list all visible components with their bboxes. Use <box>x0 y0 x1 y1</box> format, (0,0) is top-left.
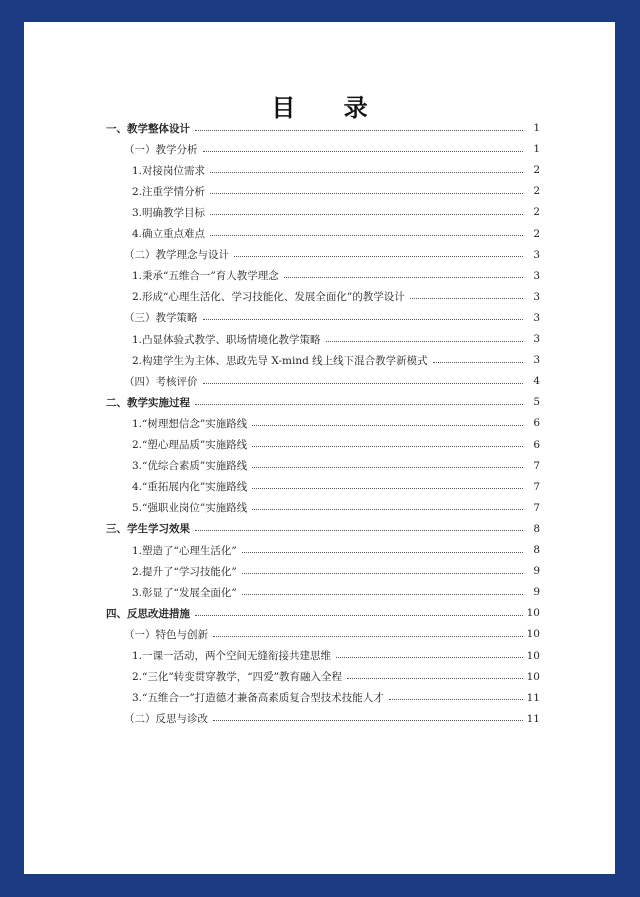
toc-entry-label: 4.确立重点难点 <box>132 228 206 240</box>
toc-page-number: 9 <box>533 565 540 578</box>
toc-entry[interactable] <box>106 519 540 539</box>
document-page <box>24 22 615 874</box>
toc-leader-dots <box>347 678 523 679</box>
toc-leader-dots <box>252 446 523 447</box>
toc-entry[interactable] <box>124 709 540 729</box>
toc-entry[interactable] <box>124 624 540 644</box>
toc-leader-dots <box>210 172 523 173</box>
toc-leader-dots <box>195 615 523 616</box>
toc-page-number: 6 <box>533 417 540 430</box>
toc-page-number: 3 <box>533 290 540 303</box>
toc-page-number: 10 <box>526 628 540 641</box>
toc-entry[interactable] <box>106 118 540 138</box>
toc-entry-label: 2.形成“心理生活化、学习技能化、发展全面化”的教学设计 <box>132 291 405 304</box>
toc-leader-dots <box>195 404 523 405</box>
toc-entry-label: 3.“优综合素质”实施路线 <box>132 460 248 473</box>
toc-leader-dots <box>195 530 523 531</box>
toc-leader-dots <box>210 235 523 236</box>
toc-entry[interactable] <box>132 582 540 602</box>
toc-entry-label: 2.提升了“学习技能化” <box>132 565 237 578</box>
toc-leader-dots <box>252 509 523 510</box>
toc-leader-dots <box>433 362 523 363</box>
toc-entry[interactable] <box>132 477 540 497</box>
toc-entry-label: 1.塑造了“心理生活化” <box>132 544 237 557</box>
toc-entry-label: （三）教学策略 <box>124 312 198 325</box>
toc-entry[interactable] <box>132 266 540 286</box>
toc-entry-label: 1.对接岗位需求 <box>132 164 206 177</box>
toc-leader-dots <box>234 256 523 257</box>
toc-entry[interactable] <box>132 202 540 222</box>
toc-page-number: 8 <box>533 544 540 556</box>
toc-leader-dots <box>210 193 523 194</box>
toc-page-number: 2 <box>533 164 540 177</box>
toc-entry[interactable] <box>132 435 540 455</box>
toc-entry[interactable] <box>106 392 540 412</box>
toc-entry-label: 1.一课一活动，两个空间无缝衔接共建思维 <box>132 650 332 662</box>
toc-entry-label: 2.“三化”转变贯穿教学，“四爱”教育融入全程 <box>132 671 342 684</box>
toc-entry-label: （二）教学理念与设计 <box>124 249 229 262</box>
toc-page-number: 7 <box>533 480 540 493</box>
toc-entry-label: 1.“树理想信念”实施路线 <box>132 417 248 430</box>
toc-page-number: 2 <box>533 185 540 198</box>
toc-page-number: 9 <box>533 586 540 599</box>
toc-entry-label: （二）反思与诊改 <box>124 713 208 726</box>
toc-page-number: 11 <box>526 712 540 725</box>
toc-page-number: 3 <box>533 311 540 324</box>
toc-leader-dots <box>203 151 524 152</box>
toc-leader-dots <box>284 277 523 278</box>
toc-leader-dots <box>336 657 523 658</box>
toc-page-number: 2 <box>533 227 540 240</box>
toc-page-number: 5 <box>533 396 540 409</box>
toc-leader-dots <box>242 552 523 553</box>
toc-page-number: 10 <box>526 649 540 662</box>
toc-entry-label: 2.“塑心理品质”实施路线 <box>132 439 248 451</box>
toc-page-number: 7 <box>533 501 540 514</box>
toc-leader-dots <box>242 594 523 595</box>
toc-page-number: 3 <box>533 269 540 282</box>
toc-entry[interactable] <box>124 308 540 328</box>
toc-entry-label: 三、学生学习效果 <box>106 523 190 536</box>
toc-leader-dots <box>326 341 523 342</box>
toc-entry[interactable] <box>132 646 540 666</box>
toc-leader-dots <box>410 298 523 299</box>
toc-entry[interactable] <box>132 329 540 349</box>
toc-entry-label: 3.“五维合一”打造德才兼备高素质复合型技术技能人才 <box>132 692 384 705</box>
toc-page-number: 10 <box>526 670 540 683</box>
toc-entry-label: 3.彰显了“发展全面化” <box>132 586 237 599</box>
toc-entry-label: 5.“强职业岗位”实施路线 <box>132 502 248 515</box>
toc-entry-label: 2.注重学情分析 <box>132 185 206 198</box>
toc-page-number: 3 <box>533 354 540 367</box>
toc-entry-label: 一、教学整体设计 <box>106 122 190 135</box>
toc-title: 目 录 <box>271 93 388 122</box>
toc-entry-label: 1.秉承“五维合一”育人教学理念 <box>132 270 279 283</box>
toc-entry[interactable] <box>106 603 540 623</box>
toc-entry[interactable] <box>132 224 540 244</box>
toc-page-number: 6 <box>533 438 540 451</box>
toc-page-number: 7 <box>533 459 540 472</box>
toc-entry[interactable] <box>132 350 540 370</box>
toc-entry[interactable] <box>132 688 540 708</box>
toc-entry[interactable] <box>132 181 540 201</box>
toc-entry[interactable] <box>132 456 540 476</box>
toc-page-number: 3 <box>533 248 540 261</box>
toc-leader-dots <box>203 319 524 320</box>
toc-leader-dots <box>242 573 523 574</box>
toc-entry[interactable] <box>132 287 540 307</box>
toc-leader-dots <box>213 720 523 721</box>
toc-entry[interactable] <box>132 540 540 560</box>
toc-entry-label: 3.明确教学目标 <box>132 206 206 219</box>
toc-leader-dots <box>252 467 523 468</box>
toc-leader-dots <box>195 130 523 131</box>
toc-entry-label: （一）教学分析 <box>124 143 198 156</box>
toc-page-number: 1 <box>533 122 540 134</box>
toc-entry[interactable] <box>124 245 540 265</box>
toc-entry-label: （四）考核评价 <box>124 375 198 388</box>
toc-leader-dots <box>389 699 523 700</box>
toc-entry-label: 2.构建学生为主体、思政先导 X-mind 线上线下混合教学新模式 <box>132 354 428 367</box>
toc-entry-label: 二、教学实施过程 <box>106 396 190 409</box>
toc-entry[interactable] <box>132 561 540 581</box>
toc-entry[interactable] <box>124 371 540 391</box>
toc-entry[interactable] <box>124 139 540 159</box>
toc-entry-label: （一）特色与创新 <box>124 628 208 641</box>
toc-entry-label: 4.“重拓展内化”实施路线 <box>132 481 248 494</box>
toc-entry[interactable] <box>132 498 540 518</box>
toc-leader-dots <box>203 383 524 384</box>
toc-leader-dots <box>252 488 523 489</box>
toc-leader-dots <box>252 425 523 426</box>
toc-entry[interactable] <box>132 667 540 687</box>
toc-entry[interactable] <box>132 413 540 433</box>
toc-entry[interactable] <box>132 160 540 180</box>
toc-page-number: 8 <box>533 522 540 535</box>
toc-leader-dots <box>210 214 523 215</box>
toc-leader-dots <box>213 636 523 637</box>
toc-page-number: 1 <box>533 143 540 156</box>
toc-page-number: 3 <box>533 333 540 345</box>
toc-page-number: 2 <box>533 206 540 219</box>
toc-page-number: 4 <box>533 375 540 388</box>
toc-page-number: 11 <box>526 691 540 704</box>
toc-page-number: 10 <box>526 607 540 620</box>
toc-entry-label: 四、反思改进措施 <box>106 607 190 620</box>
toc-entry-label: 1.凸显体验式教学、职场情境化教学策略 <box>132 333 321 346</box>
